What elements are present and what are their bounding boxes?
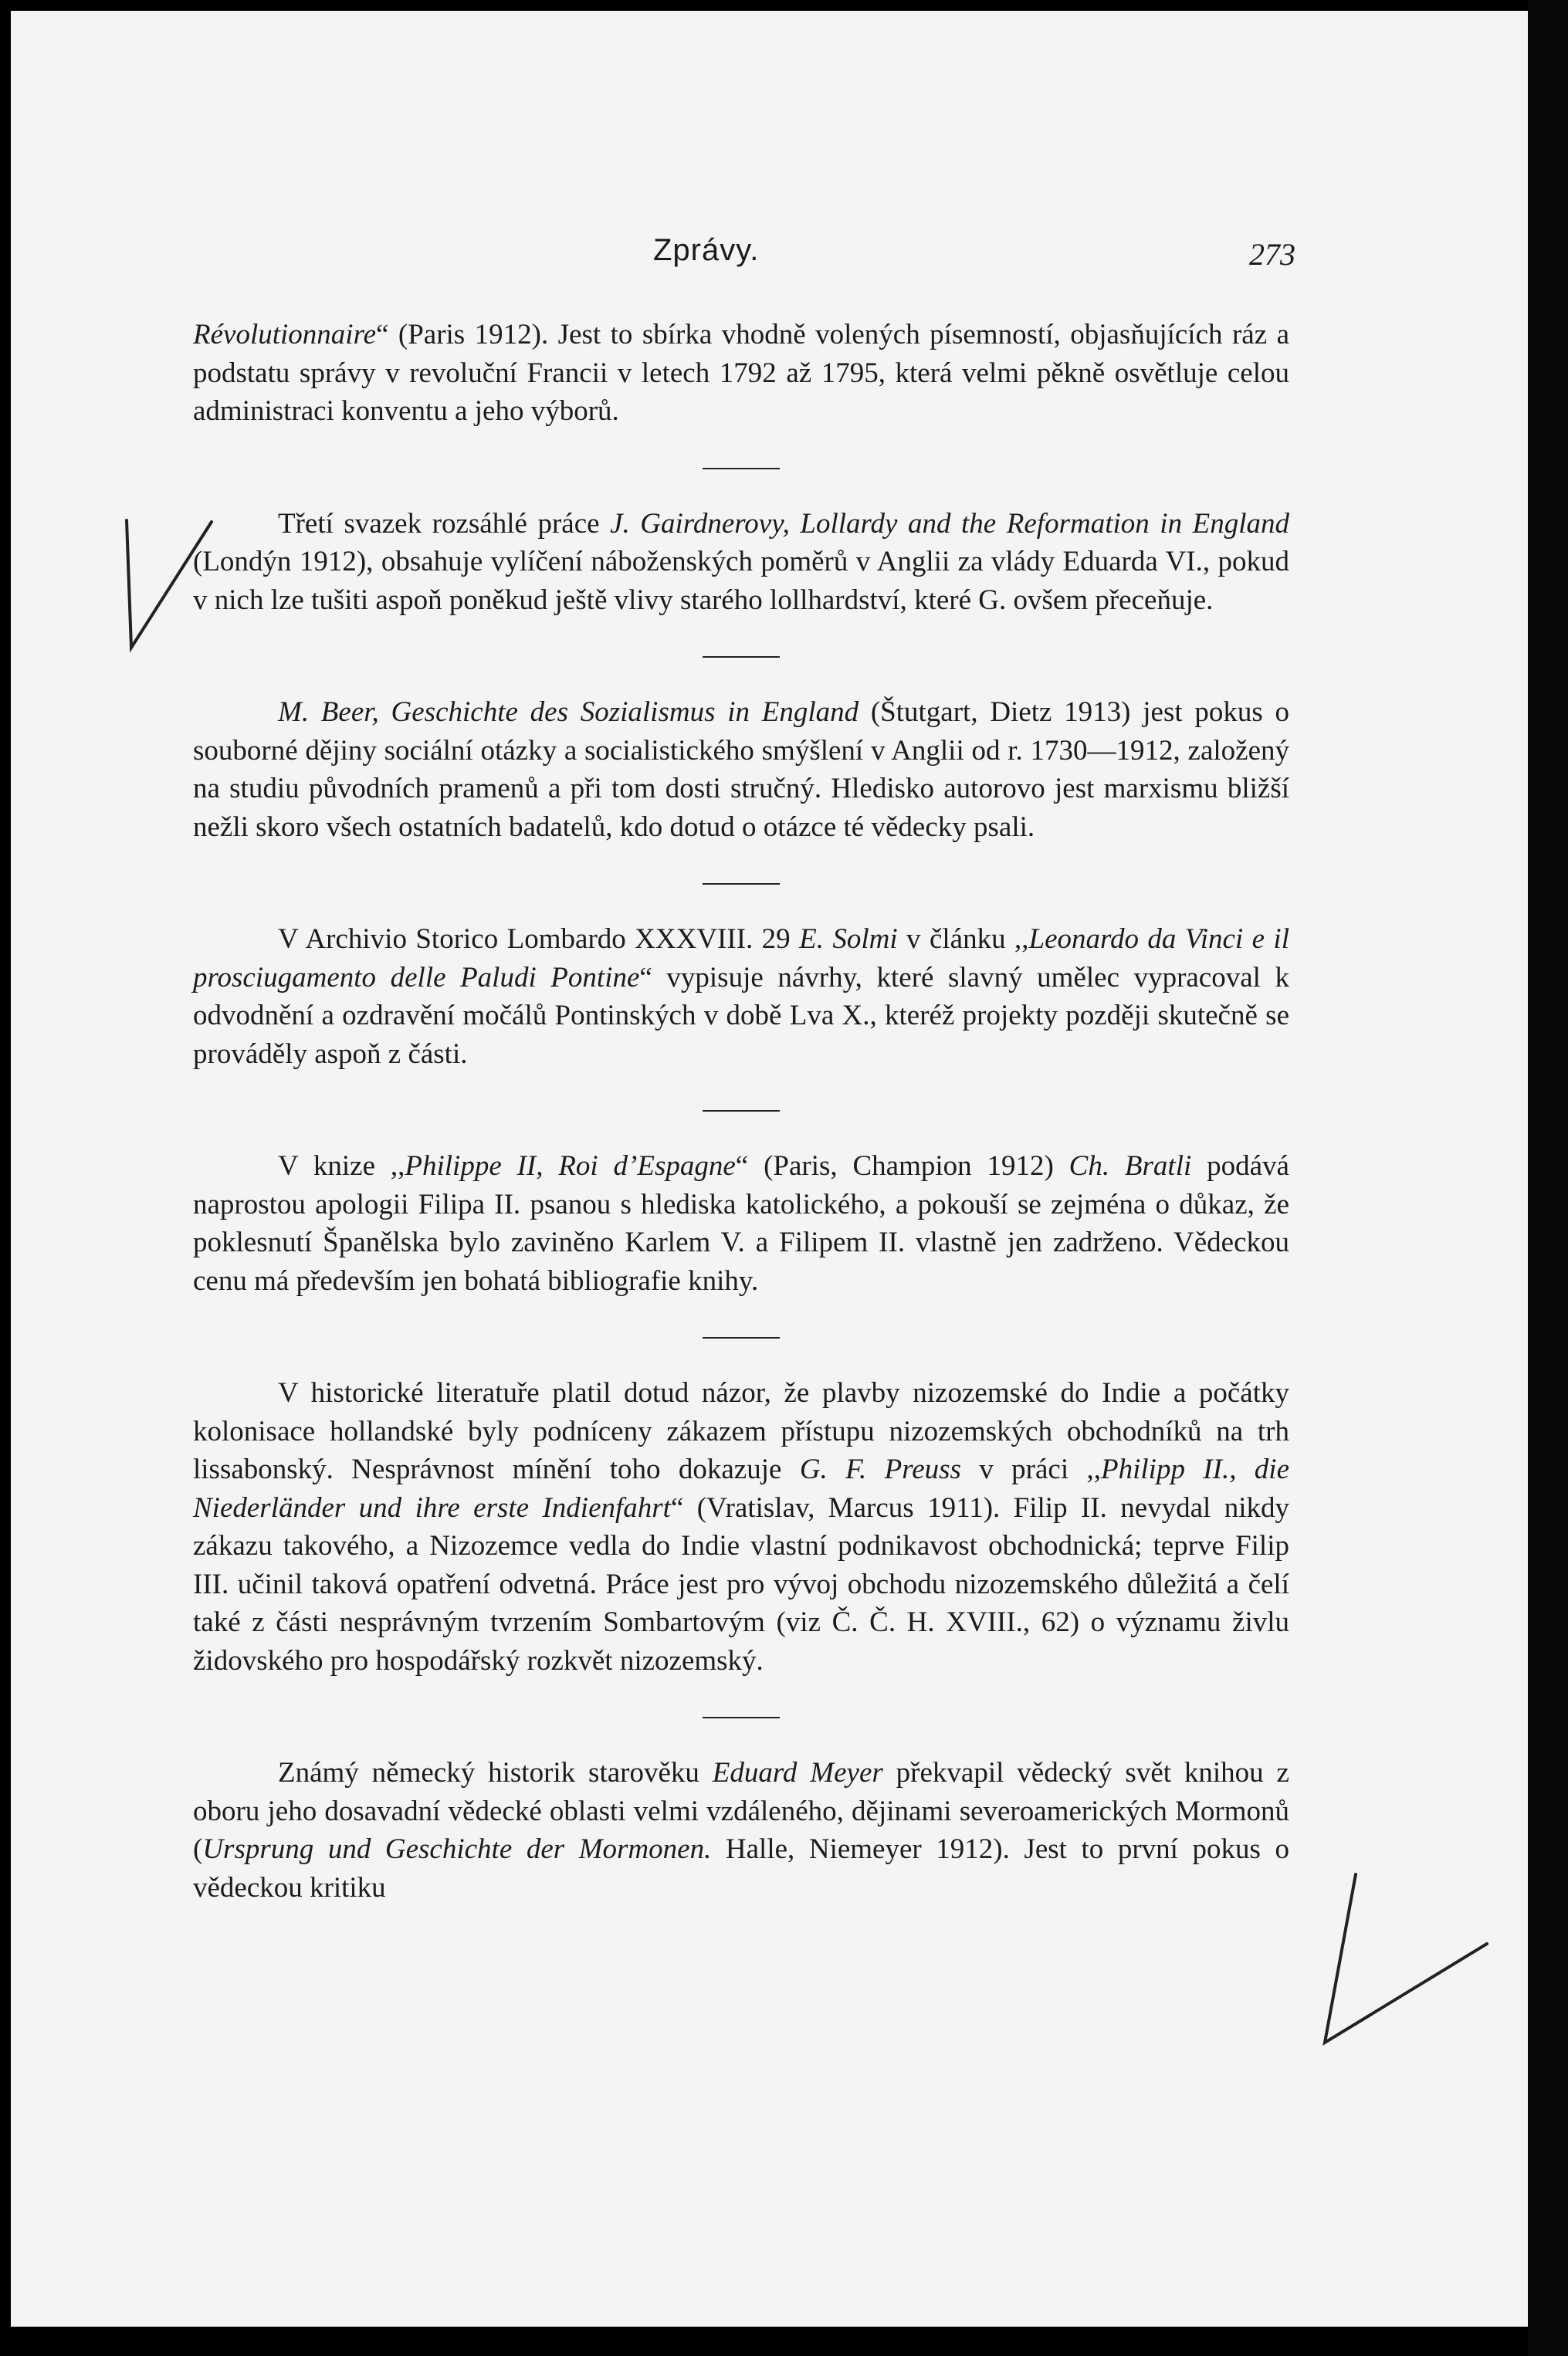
italic-text: Révolutionnaire xyxy=(193,319,377,350)
text-run: překvapil vědecký svět knihou z oboru jeho dosavadní vědecké oblasti velmi vzdáleného, dějinami severoamerických Mormonů ( xyxy=(193,1757,1289,1865)
page-number: 273 xyxy=(1249,237,1295,272)
text-run: Známý německý historik starověku xyxy=(278,1757,713,1789)
paragraph-7 xyxy=(193,1754,1289,1907)
section-divider xyxy=(703,468,780,469)
margin-check-mark-icon xyxy=(1308,1863,1509,2056)
text-run: podává naprostou apologii Filipa II. psanou s hlediska katolického, a pokouší se zejména o důkaz, že poklesnutí Španělska bylo zaviněno Karlem V. a Filipem II. vlastně jen zadrženo. Vědeckou cenu má především jen bohatá bibliografie knihy. xyxy=(193,1150,1289,1297)
italic-text: Leonardo da Vinci e il prosciugamento delle Paludi Pontine xyxy=(193,923,1289,994)
margin-check-mark-icon xyxy=(119,513,227,667)
italic-text: Philipp II., die Niederländer und ihre erste Indienfahrt xyxy=(193,1454,1290,1524)
text-run: (Londýn 1912), obsahuje vylíčení náboženských poměrů v Anglii za vlády Eduarda VI., pokud v nich lze tušiti aspoň poněkud ještě vlivy starého lollhardství, které G. ovšem přeceňuje. xyxy=(193,546,1289,616)
paragraph-3 xyxy=(193,693,1289,846)
text-run: V Archivio Storico Lombardo XXXVIII. 29 xyxy=(278,923,800,955)
section-divider xyxy=(703,1717,780,1718)
italic-text: Ursprung und Geschichte der Mormonen. xyxy=(202,1833,712,1865)
scan-border xyxy=(1528,0,1568,2356)
text-column xyxy=(193,316,1289,1907)
text-run: v práci ,, xyxy=(960,1454,1101,1485)
text-run: Třetí svazek rozsáhlé práce xyxy=(278,507,611,540)
italic-text: Eduard Meyer xyxy=(712,1757,883,1789)
page-header xyxy=(11,233,1528,279)
section-divider xyxy=(703,1110,780,1112)
document-page xyxy=(11,11,1528,2327)
running-title: Zprávy. xyxy=(653,233,760,267)
text-run: v článku ,, xyxy=(897,923,1029,955)
paragraph-6 xyxy=(193,1374,1289,1680)
text-run: V knize ,, xyxy=(278,1150,405,1182)
text-run: “ (Paris 1912). Jest to sbírka vhodně volených písemností, objasňujících ráz a podstatu správy v revoluční Francii v letech 1792 až 1795, která velmi pěkně osvětluje celou administraci konventu a jeho výborů. xyxy=(193,319,1289,427)
text-run: (Štutgart, Dietz 1913) jest pokus o souborné dějiny sociální otázky a socialistického smýšlení v Anglii od r. 1730—1912, založený na studiu původních pramenů a při tom dosti stručný. Hledisko autorovo jest marxismu bližší nežli skoro všech ostatních badatelů, kdo dotud o otázce té vědecky psali. xyxy=(193,696,1289,843)
italic-text: J. Gairdnerovy, Lollardy and the Reformation in England xyxy=(610,507,1289,540)
text-run: “ (Vratislav, Marcus 1911). Filip II. nevydal nikdy zákazu takového, a Nizozemce vedla do Indie vlastní podnikavost obchodnická; teprve Filip III. učinil taková opatření odvetná. Práce jest pro vývoj obchodu nizozemského důležitá a čelí také z části nesprávným tvrzením Sombartovým (viz Č. Č. H. XVIII., 62) o významu živlu židovského pro hospodářský rozkvět nizozemský. xyxy=(193,1491,1290,1677)
section-divider xyxy=(703,1337,780,1339)
paragraph-4 xyxy=(193,920,1289,1073)
text-run: “ vypisuje návrhy, které slavný umělec vypracoval k odvodnění a ozdravění močálů Pontinských v době Lva X., kteréž projekty později skutečně se prováděly aspoň z části. xyxy=(193,961,1290,1070)
text-run: Halle, Niemeyer 1912). Jest to první pokus o vědeckou kritiku xyxy=(193,1833,1289,1904)
italic-text: Ch. Bratli xyxy=(1068,1150,1192,1182)
text-run: “ (Paris, Champion 1912) xyxy=(735,1150,1069,1182)
section-divider xyxy=(703,656,780,658)
text-run: V historické literatuře platil dotud názor, že plavby nizozemské do Indie a počátky kolonisace hollandské byly podníceny zákazem přístupu nizozemských obchodníků na trh lissabonský. Nesprávnost mínění toho dokazuje xyxy=(193,1377,1289,1485)
paragraph-1 xyxy=(193,316,1289,431)
italic-text: G. F. Preuss xyxy=(799,1454,961,1485)
paragraph-5 xyxy=(193,1147,1289,1300)
italic-text: Philippe II, Roi d’Espagne xyxy=(405,1150,736,1182)
italic-text: M. Beer, Geschichte des Sozialismus in England xyxy=(278,696,859,728)
italic-text: E. Solmi xyxy=(799,923,898,955)
paragraph-2 xyxy=(193,505,1289,620)
section-divider xyxy=(703,883,780,885)
